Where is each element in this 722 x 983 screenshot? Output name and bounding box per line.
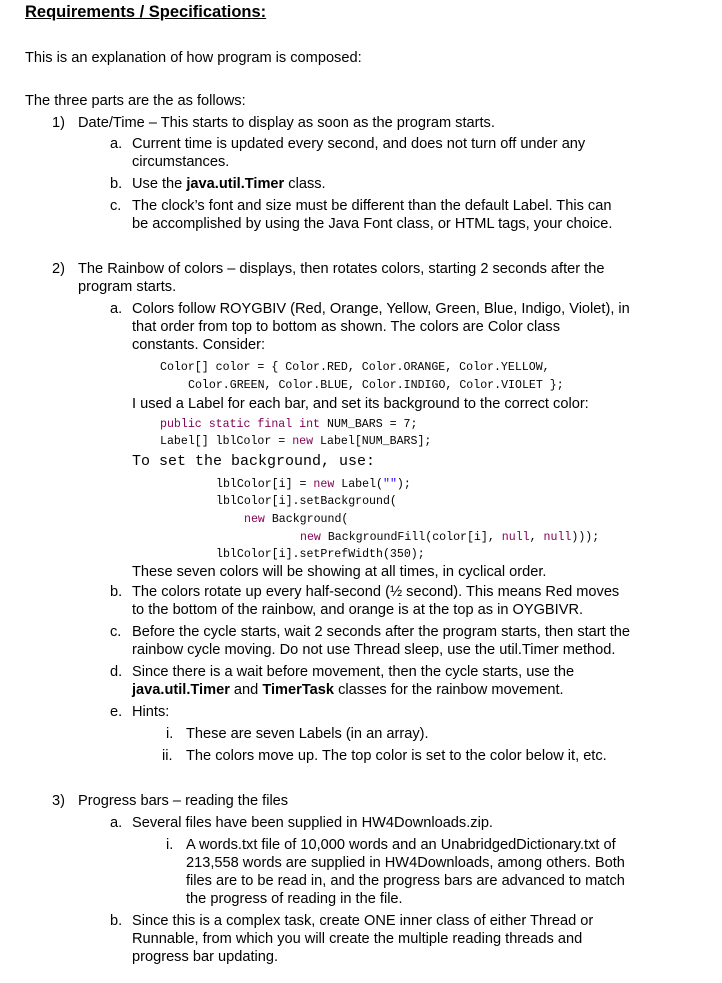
- code-set-background: lblColor[i].setBackground(: [216, 495, 397, 508]
- part3-number: 3): [52, 793, 65, 809]
- part2-number: 2): [52, 261, 65, 277]
- part2-c-line2: rainbow cycle moving. Do not use Thread sleep, use the util.Timer method.: [132, 642, 616, 658]
- part2-a-label: a.: [110, 301, 123, 317]
- code-color-array-line1: Color[] color = { Color.RED, Color.ORANGE, Color.YELLOW,: [160, 361, 550, 374]
- part2-a-line2: that order from top to bottom as shown. The colors are Color class: [132, 319, 561, 335]
- part1-c-line2: be accomplished by using the Java Font class, or HTML tags, your choice.: [132, 216, 613, 232]
- part3-b-line1: Since this is a complex task, create ONE inner class of either Thread or: [132, 913, 594, 929]
- part2-b-line2: to the bottom of the rainbow, and orange is at the top as in OYGBIVR.: [132, 602, 584, 618]
- part2-d-label: d.: [110, 664, 123, 680]
- part3-i-line3: files are to be read in, and the progress bars are advanced to match: [186, 873, 625, 889]
- part1-c-line1: The clock’s font and size must be different than the default Label. This can: [132, 198, 612, 214]
- seven-colors-note: These seven colors will be showing at all times, in cyclical order.: [132, 564, 547, 580]
- part3-i-line2: 213,558 words are supplied in HW4Downloads, among others. Both: [186, 855, 625, 871]
- set-background-heading: To set the background, use:: [132, 453, 376, 470]
- part2-a-line1: Colors follow ROYGBIV (Red, Orange, Yellow, Green, Blue, Indigo, Violet), in: [132, 301, 630, 317]
- part3-i-line1: A words.txt file of 10,000 words and an UnabridgedDictionary.txt of: [186, 837, 616, 853]
- part2-heading-line2: program starts.: [78, 279, 177, 295]
- part3-b-line3: progress bar updating.: [132, 949, 279, 965]
- part2-hint-ii-label: ii.: [162, 748, 173, 764]
- part1-a-label: a.: [110, 136, 123, 152]
- part1-heading: Date/Time – This starts to display as soon as the program starts.: [78, 115, 495, 131]
- part2-e-label: e.: [110, 704, 123, 720]
- code-new-background: new Background(: [244, 513, 349, 526]
- part3-a-line: Several files have been supplied in HW4Downloads.zip.: [132, 815, 493, 831]
- part2-b-label: b.: [110, 584, 123, 600]
- code-color-array-line2: Color.GREEN, Color.BLUE, Color.INDIGO, Color.VIOLET };: [188, 379, 564, 392]
- part1-a-line2: circumstances.: [132, 154, 230, 170]
- part3-a-label: a.: [110, 815, 123, 831]
- part2-hint-i: These are seven Labels (in an array).: [186, 726, 429, 742]
- part1-b-label: b.: [110, 176, 123, 192]
- code-num-bars: public static final int NUM_BARS = 7;: [160, 418, 418, 431]
- code-new-label: lblColor[i] = new Label("");: [216, 478, 411, 491]
- part2-heading-line1: The Rainbow of colors – displays, then rotates colors, starting 2 seconds after the: [78, 261, 605, 277]
- part3-heading: Progress bars – reading the files: [78, 793, 289, 809]
- code-label-array: Label[] lblColor = new Label[NUM_BARS];: [160, 435, 432, 448]
- part2-c-line1: Before the cycle starts, wait 2 seconds after the program starts, then start the: [132, 624, 631, 640]
- code-set-pref-width: lblColor[i].setPrefWidth(350);: [216, 548, 425, 561]
- part2-d-line2: java.util.Timer and TimerTask classes for the rainbow movement.: [132, 682, 564, 698]
- part2-e-hints: Hints:: [132, 704, 170, 720]
- part2-hint-i-label: i.: [166, 726, 174, 742]
- part1-number: 1): [52, 115, 65, 131]
- part3-i-label: i.: [166, 837, 174, 853]
- part2-c-label: c.: [110, 624, 122, 640]
- part1-c-label: c.: [110, 198, 122, 214]
- part2-b-line1: The colors rotate up every half-second (½ second). This means Red moves: [132, 584, 620, 600]
- part2-a-line3: constants. Consider:: [132, 337, 266, 353]
- part3-b-line2: Runnable, from which you will create the multiple reading threads and: [132, 931, 583, 947]
- part2-hint-ii: The colors move up. The top color is set to the color below it, etc.: [186, 748, 607, 764]
- label-explanation: I used a Label for each bar, and set its background to the correct color:: [132, 396, 589, 412]
- parts-intro: The three parts are the as follows:: [25, 93, 246, 109]
- page-title: Requirements / Specifications:: [25, 3, 267, 21]
- part1-a-line1: Current time is updated every second, and does not turn off under any: [132, 136, 586, 152]
- intro-text: This is an explanation of how program is composed:: [25, 50, 362, 66]
- part2-d-line1: Since there is a wait before movement, then the cycle starts, use the: [132, 664, 575, 680]
- code-background-fill: new BackgroundFill(color[i], null, null)));: [300, 531, 600, 544]
- part3-b-label: b.: [110, 913, 123, 929]
- part3-i-line4: the progress of reading in the file.: [186, 891, 403, 907]
- part1-b-line: Use the java.util.Timer class.: [132, 176, 326, 192]
